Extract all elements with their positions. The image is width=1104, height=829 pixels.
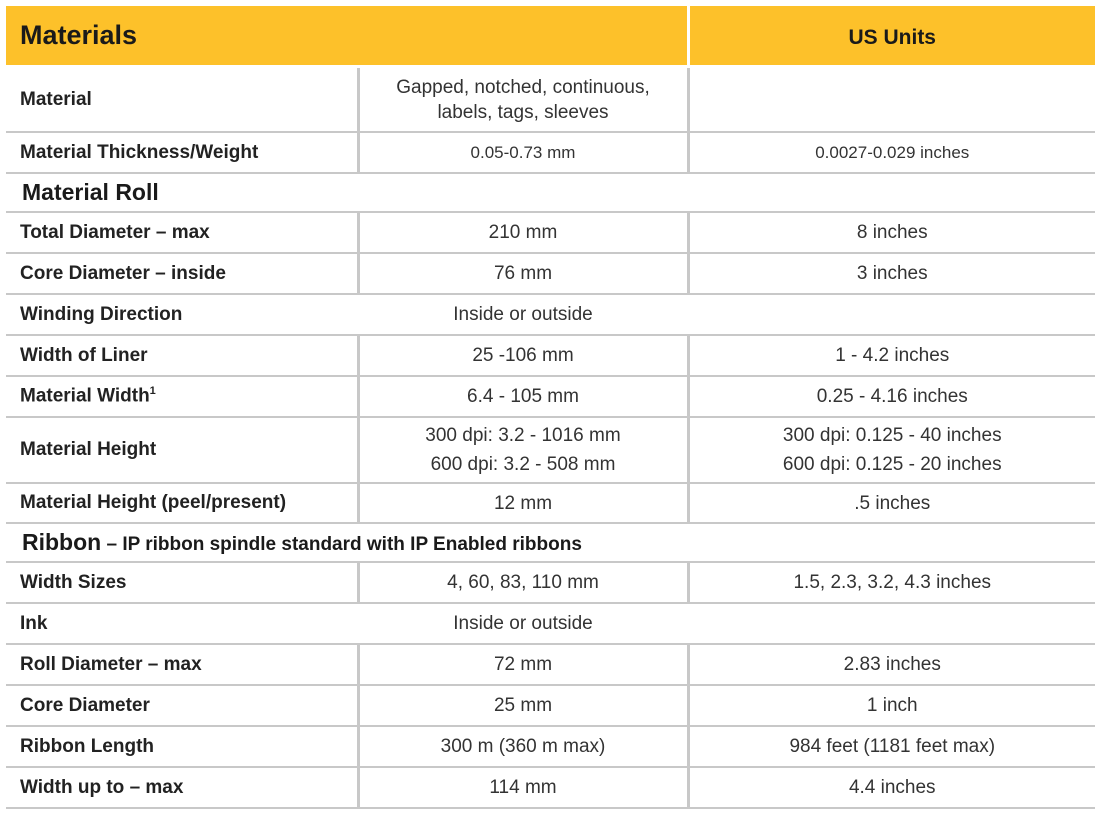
row-metric-value: 12 mm (358, 483, 688, 523)
row-metric-value (358, 417, 688, 483)
table-row (6, 376, 1095, 417)
label-text: Material Width (20, 385, 150, 407)
row-us-value: 1 inch (688, 685, 1095, 726)
row-us-value: 4.4 inches (688, 767, 1095, 808)
header-materials: Materials (6, 6, 688, 67)
row-us-value (688, 603, 1095, 644)
row-metric-value: Inside or outside (358, 603, 688, 644)
row-us-value: .5 inches (688, 483, 1095, 523)
spec-sheet (6, 6, 1104, 809)
row-label: Total Diameter – max (6, 212, 358, 253)
header-us-units: US Units (688, 6, 1095, 67)
row-us-value: 0.0027-0.029 inches (688, 132, 1095, 173)
row-label: Material Height (6, 417, 358, 483)
row-metric-value (358, 67, 688, 133)
section-row-ribbon (6, 523, 1095, 562)
table-row (6, 132, 1095, 173)
row-us-value: 1 - 4.2 inches (688, 335, 1095, 376)
row-us-value: 1.5, 2.3, 3.2, 4.3 inches (688, 562, 1095, 603)
table-row (6, 726, 1095, 767)
row-label: Material Height (peel/present) (6, 483, 358, 523)
row-label: Ink (6, 603, 358, 644)
row-metric-value: 76 mm (358, 253, 688, 294)
row-us-value: 2.83 inches (688, 644, 1095, 685)
metric-line: 600 dpi: 3.2 - 508 mm (430, 454, 616, 475)
table-row (6, 417, 1095, 483)
metric-line: Gapped, notched, continuous, (396, 76, 650, 98)
row-label: Material (6, 67, 358, 133)
table-row (6, 767, 1095, 808)
section-title-text: Ribbon (22, 529, 102, 555)
section-subtitle: – IP ribbon spindle standard with IP Enabled ribbons (101, 534, 582, 555)
table-header-row (6, 6, 1095, 67)
row-metric-value: 72 mm (358, 644, 688, 685)
row-us-value: 984 feet (1181 feet max) (688, 726, 1095, 767)
row-us-value (688, 294, 1095, 335)
row-us-value: 3 inches (688, 253, 1095, 294)
row-label: Width of Liner (6, 335, 358, 376)
materials-spec-table (6, 6, 1095, 809)
row-metric-value: 114 mm (358, 767, 688, 808)
row-metric-value: Inside or outside (358, 294, 688, 335)
table-row (6, 685, 1095, 726)
row-us-value: 8 inches (688, 212, 1095, 253)
row-metric-value: 6.4 - 105 mm (358, 376, 688, 417)
table-row (6, 562, 1095, 603)
table-row (6, 483, 1095, 523)
row-metric-value: 25 mm (358, 685, 688, 726)
row-label (6, 376, 358, 417)
row-label: Width Sizes (6, 562, 358, 603)
table-row (6, 67, 1095, 133)
row-label: Roll Diameter – max (6, 644, 358, 685)
row-metric-value: 0.05-0.73 mm (358, 132, 688, 173)
section-row-material-roll (6, 173, 1095, 212)
table-row (6, 335, 1095, 376)
row-metric-value: 210 mm (358, 212, 688, 253)
table-row (6, 294, 1095, 335)
row-metric-value: 4, 60, 83, 110 mm (358, 562, 688, 603)
table-row (6, 603, 1095, 644)
row-us-value (688, 67, 1095, 133)
row-metric-value: 300 m (360 m max) (358, 726, 688, 767)
row-label: Core Diameter – inside (6, 253, 358, 294)
table-row (6, 644, 1095, 685)
row-us-value (688, 417, 1095, 483)
footnote-marker: 1 (149, 385, 156, 398)
us-line: 300 dpi: 0.125 - 40 inches (782, 425, 1002, 446)
row-label: Width up to – max (6, 767, 358, 808)
section-title (6, 523, 1095, 562)
table-row (6, 212, 1095, 253)
row-label: Core Diameter (6, 685, 358, 726)
row-us-value: 0.25 - 4.16 inches (688, 376, 1095, 417)
us-line: 600 dpi: 0.125 - 20 inches (782, 454, 1002, 475)
row-label: Winding Direction (6, 294, 358, 335)
row-label: Material Thickness/Weight (6, 132, 358, 173)
metric-line: 300 dpi: 3.2 - 1016 mm (425, 425, 621, 446)
metric-line: labels, tags, sleeves (437, 101, 609, 123)
row-metric-value: 25 -106 mm (358, 335, 688, 376)
section-title: Material Roll (6, 173, 1095, 212)
table-row (6, 253, 1095, 294)
row-label: Ribbon Length (6, 726, 358, 767)
